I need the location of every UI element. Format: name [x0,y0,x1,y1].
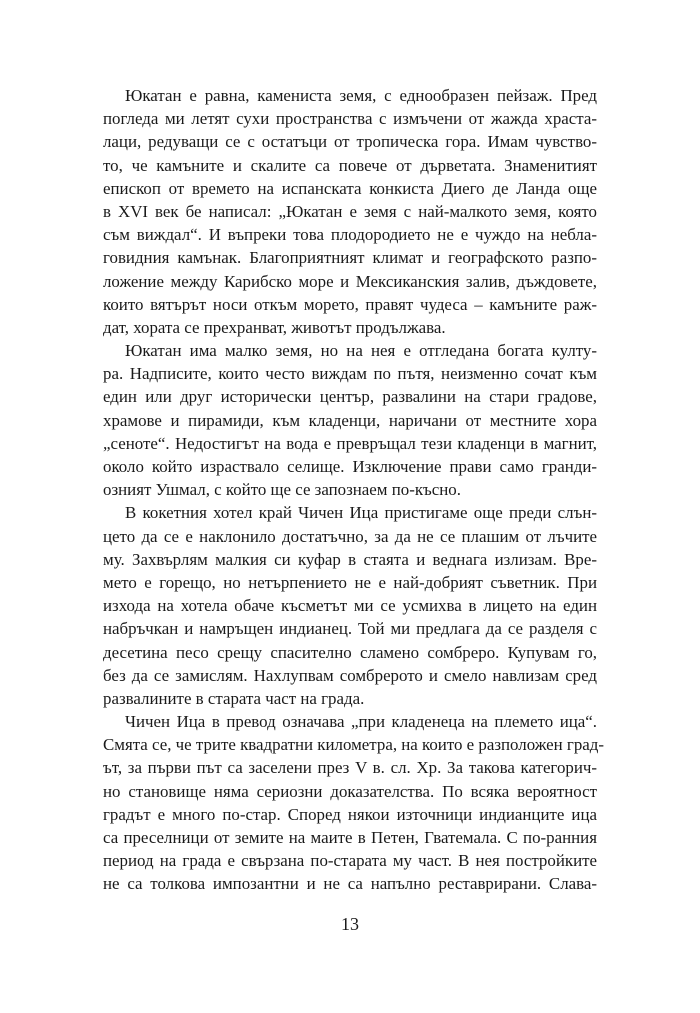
text-line: десетина песо срещу спасително сламено сомбреро. Купувам го, [103,642,597,662]
text-line: изхода на хотела обаче късметът ми се усмихва в лицето на един [103,596,597,616]
text-line: „сеноте“. Недостигът на вода е превръщал тези кладенци в магнит, [103,433,597,453]
text-line: но становище няма сериозни доказателства. По всяка вероятност [103,781,597,801]
body-text [103,84,605,896]
text-line: без да се замислям. Нахлупвам сомбрерото и смело навлизам сред [103,665,597,685]
text-line: развалините в старата част на града. [103,688,365,708]
text-line: епископ от времето на испанската конкиста Диего де Ланда още [103,178,597,198]
text-line: градът е много по-стар. Според някои източници индианците ица [103,804,597,824]
text-line: мето е горещо, но нетърпението не е най-добрият съветник. При [103,572,597,592]
text-line: ра. Надписите, които често виждам по пътя, неизменно сочат към [103,364,597,384]
text-line: погледа ми летят сухи пространства с измъчени от жажда храста- [103,109,597,129]
paragraph [103,501,597,710]
text-line: Смята се, че трите квадратни километра, на които е разположен град- [103,735,605,755]
text-line: не са толкова импозантни и не са напълно реставрирани. Слава- [103,874,597,894]
page-number: 13 [341,914,359,934]
text-line: които вятърът носи откъм морето, правят чудеса – камъните раж- [103,294,597,314]
text-line: са преселници от земите на маите в Петен, Гватемала. С по-ранния [103,828,597,847]
text-line: храмове и пирамиди, към кладенци, наричани от местните хора [103,410,597,430]
text-line: Юкатан е равна, камениста земя, с еднообразен пейзаж. Пред [125,86,597,105]
text-line: ложение между Карибско море и Мексиканския залив, дъждовете, [103,271,597,291]
text-line: лаци, редуващи се с остатъци от тропическа гора. Имам чувство- [103,132,597,152]
text-line: Чичен Ица в превод означава „при кладенеца на племето ица“. [125,712,597,732]
text-line: то, че камъните и скалите са повече от дърветата. Знаменитият [103,155,597,175]
text-line: един или друг исторически център, развалини на стари градове, [103,387,597,407]
text-line: период на града е свързана по-старата му част. В нея постройките [103,851,597,871]
text-line: му. Захвърлям малкия си куфар в стаята и веднага излизам. Вре- [103,549,597,569]
text-line: дат, хората се прехранват, животът продължава. [103,317,446,337]
paragraph [103,710,605,896]
text-line: Юкатан има малко земя, но на нея е отгледана богата култу- [125,341,597,361]
text-line: ът, за първи път са заселени през V в. сл. Хр. За такова категорич- [103,758,597,778]
paragraph [103,84,597,339]
text-line: В кокетния хотел край Чичен Ица пристигаме още преди слън- [125,503,597,523]
text-line: около който израствало селище. Изключение прави само гранди- [103,457,597,476]
text-line: цето да се е наклонило достатъчно, за да не се плашим от лъчите [103,526,597,546]
text-line: набръчкан и намръщен индианец. Той ми предлага да се разделя с [103,619,597,639]
text-line: в XVI век бе написал: „Юкатан е земя с най-малкото земя, която [103,201,597,221]
text-line: съм виждал“. И въпреки това плодородието не е чуждо на небла- [103,225,597,245]
text-line: озният Ушмал, с който ще се запознаем по-късно. [103,480,461,500]
paragraph [103,339,597,501]
text-line: говидния камънак. Благоприятният климат и географското разпо- [103,248,597,268]
